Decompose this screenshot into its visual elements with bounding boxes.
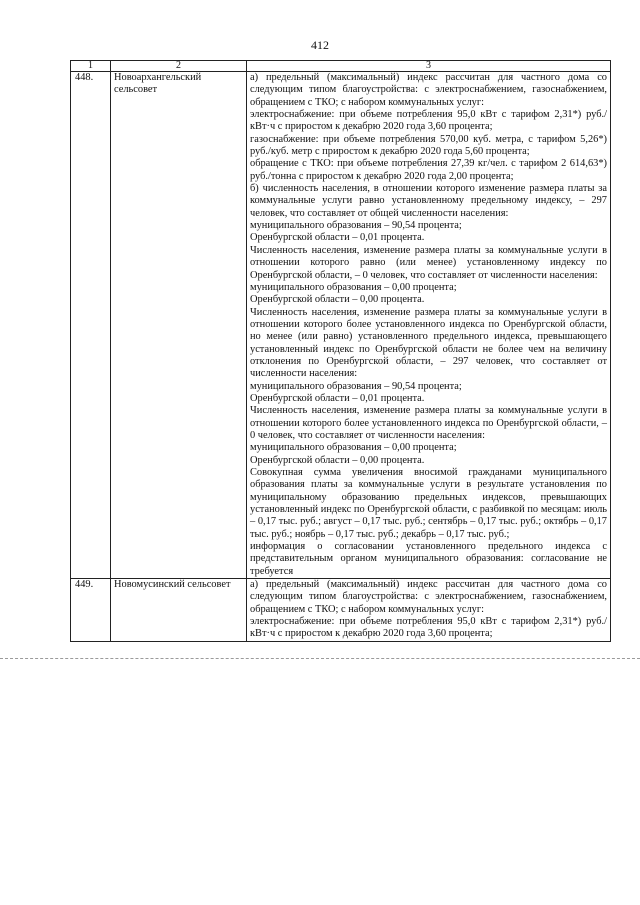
description-paragraph: информация о согласовании установленного предельного индекса с представительным органом муниципального образования: согласование не требуется: [250, 541, 607, 577]
table-row: [71, 72, 611, 579]
index-description: [247, 72, 611, 579]
scan-artifact-dashed-line: [0, 658, 640, 659]
description-paragraph: электроснабжение: при объеме потребления 95,0 кВт с тарифом 2,31*) руб./кВт·ч с приростом к декабрю 2020 года 3,60 процента;: [250, 616, 607, 640]
description-paragraph: а) предельный (максимальный) индекс рассчитан для частного дома со следующим типом благоустройства: с электроснабжением, газоснабжением, обращением с ТКО; с набором коммунальных услуг:: [250, 579, 607, 615]
table-header-row: [71, 61, 611, 72]
description-paragraph: Численность населения, изменение размера платы за коммунальные услуги в отношении которого равно (или менее) установленному индексу по Оренбургской области, – 0 человек, что составляет от численности населения:: [250, 244, 607, 281]
description-paragraph: муниципального образования – 90,54 процента;: [250, 380, 462, 392]
description-paragraph: газоснабжение: при объеме потребления 570,00 куб. метра, с тарифом 5,26*) руб./куб. метр с приростом к декабрю 2020 года 5,60 процента;: [250, 133, 607, 158]
description-paragraph: электроснабжение: при объеме потребления 95,0 кВт с тарифом 2,31*) руб./кВт·ч с приростом к декабрю 2020 года 3,60 процента;: [250, 109, 607, 133]
description-paragraph: б) численность населения, в отношении которого изменение размера платы за коммунальные услуги равно установленному предельному индексу, – 297 человек, что составляет от общей численности населения:: [250, 183, 607, 219]
description-paragraph: муниципального образования – 0,00 процента;: [250, 281, 457, 293]
description-paragraph: Оренбургской области – 0,01 процента.: [250, 232, 425, 244]
data-table: [70, 60, 611, 642]
table-row: [71, 579, 611, 642]
description-paragraph: муниципального образования – 0,00 процента;: [250, 442, 457, 454]
municipality-name: Новоархангельский сельсовет: [111, 72, 247, 579]
header-cell-2: 2: [111, 61, 247, 72]
description-paragraph: муниципального образования – 90,54 процента;: [250, 220, 462, 232]
description-paragraph: Численность населения, изменение размера платы за коммунальные услуги в отношении которого более установленного индекса по Оренбургской области, – 0 человек, что составляет от численности населения:: [250, 405, 607, 441]
header-cell-3: 3: [247, 61, 611, 72]
description-paragraph: а) предельный (максимальный) индекс рассчитан для частного дома со следующим типом благоустройства: с электроснабжением, газоснабжением, обращением с ТКО; с набором коммунальных услуг:: [250, 72, 607, 108]
description-paragraph: Численность населения, изменение размера платы за коммунальные услуги в отношении которого более установленного индекса по Оренбургской области, но менее (или равно) установленного предельного индекса, превышающего установленный индекс по Оренбургской области не более чем на величину отклонения по Оренбургской области, – 297 человек, что составляет от численности населения:: [250, 306, 607, 380]
description-paragraph: Совокупная сумма увеличения вносимой гражданами муниципального образования платы за коммунальные услуги в результате установления по муниципальному образованию предельных индексов, превышающих установленный индекс по Оренбургской области, с разбивкой по месяцам: июль – 0,17 тыс. руб.; август – 0,17 тыс. руб.; сентябрь – 0,17 тыс. руб.; октябрь – 0,17 тыс. руб.; ноябрь – 0,17 тыс. руб.; декабрь – 0,17 тыс. руб.;: [250, 467, 607, 540]
row-number: 449.: [71, 579, 111, 642]
description-paragraph: Оренбургской области – 0,00 процента.: [250, 294, 425, 306]
municipality-name: Новомусинский сельсовет: [111, 579, 247, 642]
row-number: 448.: [71, 72, 111, 579]
description-paragraph: Оренбургской области – 0,01 процента.: [250, 392, 425, 404]
description-paragraph: обращение с ТКО: при объеме потребления 27,39 кг/чел. с тарифом 2 614,63*) руб./тонна с приростом к декабрю 2020 года 2,00 процента;: [250, 158, 607, 182]
header-cell-1: 1: [71, 61, 111, 72]
page-number: 412: [311, 38, 329, 52]
description-paragraph: Оренбургской области – 0,00 процента.: [250, 454, 425, 466]
index-description: [247, 579, 611, 642]
